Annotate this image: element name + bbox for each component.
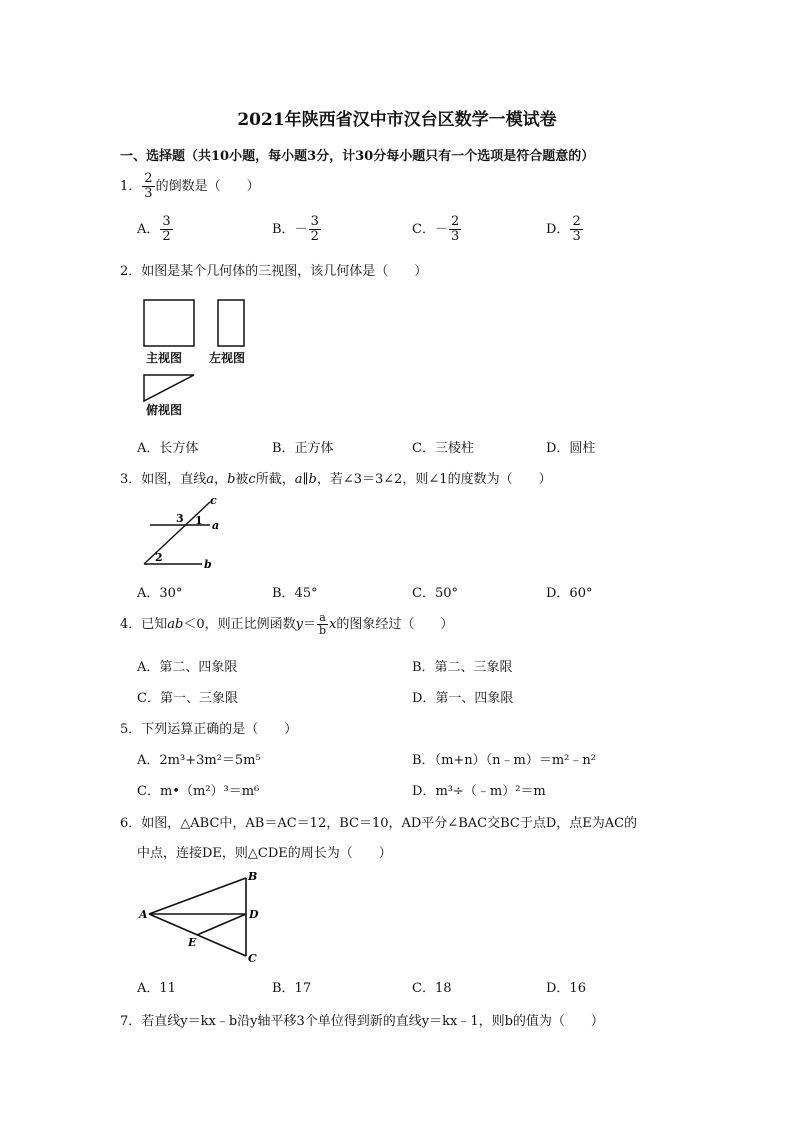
label-b: b (204, 558, 212, 571)
question-7: 7．若直线y＝kx﹣b沿y轴平移3个单位得到新的直线y＝kx﹣1，则b的值为（ ） (120, 1014, 604, 1029)
segment-de (197, 914, 246, 935)
triangle-figure (138, 866, 268, 970)
q5-option-b: B．（m+n）（n﹣m）＝m²﹣n² (412, 753, 596, 768)
q4-option-c: C．第一、三象限 (137, 691, 238, 706)
parallel-lines-figure (138, 492, 228, 574)
q6-option-c: C．18 (412, 981, 452, 996)
q2-option-a: A．长方体 (137, 441, 199, 456)
side-view-label: 左视图 (209, 351, 246, 365)
q3-option-a: A．30° (137, 586, 183, 601)
angle-1-label: 1 (195, 514, 203, 527)
q3-option-c: C．50° (412, 586, 458, 601)
angle-2-label: 2 (155, 551, 163, 564)
page-title: 2021年陕西省汉中市汉台区数学一模试卷 (237, 110, 557, 130)
vertex-b-label: B (248, 870, 258, 883)
q1-option-a: A． $\frac{3}{2}$ (137, 214, 171, 244)
q1-option-d: D． $\frac{2}{3}$ (546, 214, 581, 244)
q5-option-d: D．m³÷（﹣m）²＝m (412, 784, 546, 799)
label-a: a (212, 519, 220, 532)
question-1 (120, 172, 260, 201)
section-heading: 一、选择题（共10小题，每小题3分，计30分每小题只有一个选项是符合题意的） (120, 149, 595, 164)
question-3: 3．如图，直线a，b被c所截，a∥b，若∠3＝3∠2，则∠1的度数为（ ） (120, 472, 552, 487)
q1-option-b: B．－ $\frac{3}{2}$ (272, 214, 319, 244)
vertex-c-label: C (248, 952, 257, 965)
q3-option-d: D．60° (546, 586, 593, 601)
vertex-a-label: A (139, 908, 148, 921)
front-view-label: 主视图 (146, 351, 183, 365)
question-2: 2．如图是某个几何体的三视图，该几何体是（ ） (120, 264, 428, 279)
q6-option-a: A．11 (137, 981, 176, 996)
q3-option-b: B．45° (272, 586, 318, 601)
question-6-line-2: 中点，连接DE，则△CDE的周长为（ ） (137, 846, 392, 861)
q2-option-d: D．圆柱 (546, 441, 596, 456)
q5-option-a: A．2m³+3m²＝5m⁵ (137, 753, 261, 768)
question-6-line-1: 6．如图，△ABC中，AB＝AC＝12，BC＝10，AD平分∠BAC交BC于点D，点E为AC的 (120, 816, 638, 831)
label-c: c (210, 494, 217, 507)
q2-option-c: C．三棱柱 (412, 441, 474, 456)
q2-option-b: B．正方体 (272, 441, 334, 456)
top-view-label: 俯视图 (146, 403, 183, 417)
segment-ab (149, 878, 246, 914)
q6-option-b: B．17 (272, 981, 312, 996)
side-view-rect (218, 300, 244, 346)
q5-option-c: C．m•（m²）³＝m⁶ (137, 784, 260, 799)
q1-fraction: $\frac{2}{3}$ (144, 171, 153, 201)
front-view-rect (144, 300, 194, 346)
q1-option-c: C．－ $\frac{2}{3}$ (412, 214, 460, 244)
q6-option-d: D．16 (546, 981, 586, 996)
vertex-e-label: E (188, 936, 197, 949)
q1-stem: 的倒数是（ ） (155, 179, 260, 194)
q1-number: 1． (120, 179, 142, 194)
question-5: 5．下列运算正确的是（ ） (120, 722, 298, 737)
question-4: 4．已知ab＜0，则正比例函数y＝ $\frac{a}{b}$ x的图象经过（ ） (120, 611, 454, 637)
q4-option-b: B．第二、三象限 (412, 660, 513, 675)
q4-option-a: A．第二、四象限 (137, 660, 238, 675)
top-view-triangle (144, 375, 194, 401)
vertex-d-label: D (249, 908, 259, 921)
q4-option-d: D．第一、四象限 (412, 691, 514, 706)
angle-3-label: 3 (176, 512, 184, 525)
